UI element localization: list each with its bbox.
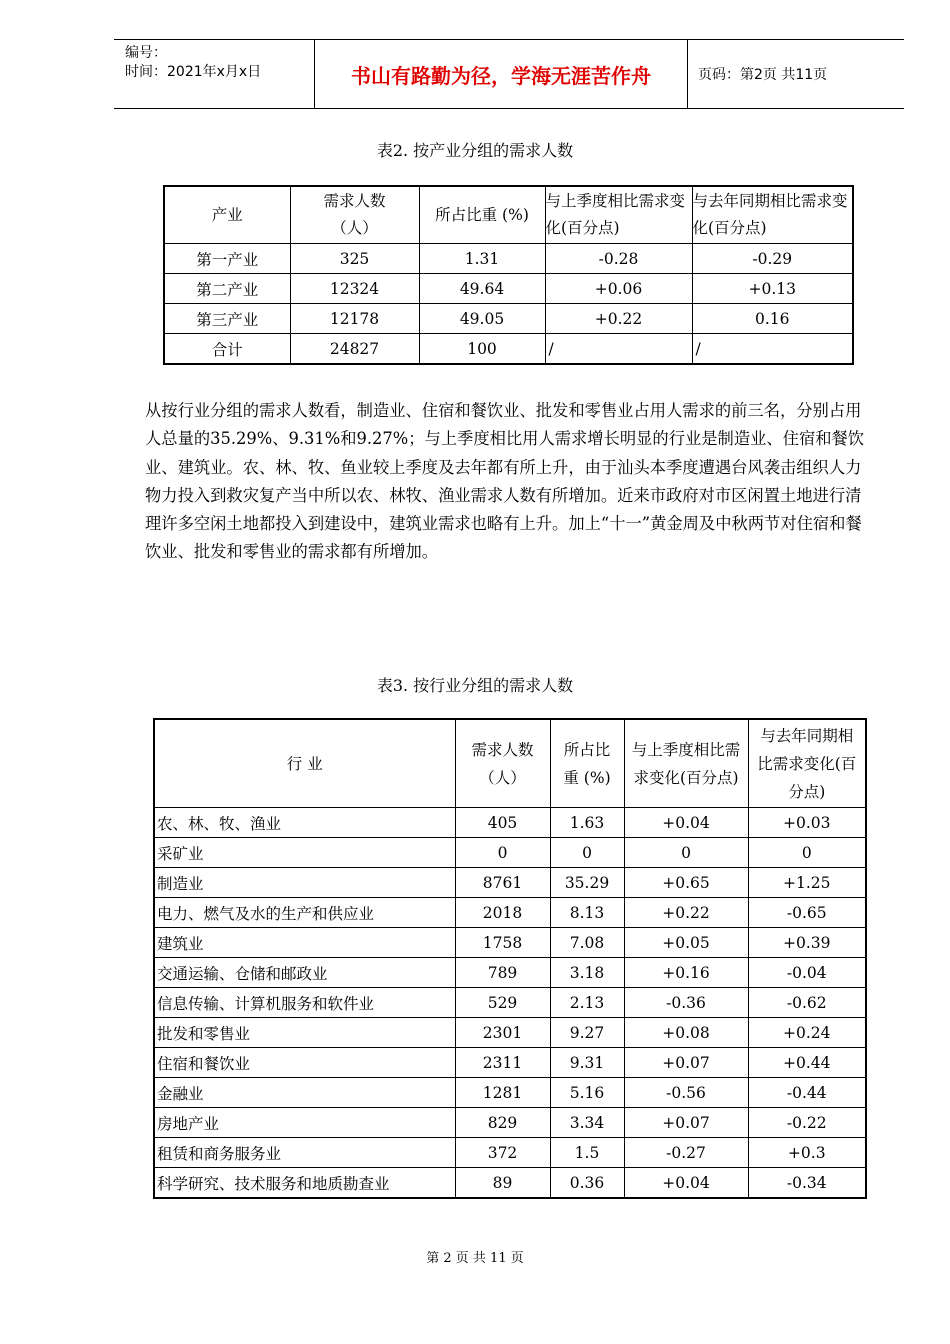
cell: -0.29 [692,244,853,274]
cell: +0.07 [624,1108,748,1138]
cell: / [692,334,853,365]
cell: 1758 [455,928,550,958]
cell: 农、林、牧、渔业 [154,808,455,838]
col-header: 需求人数（人） [455,719,550,808]
table3-caption: 表3. 按行业分组的需求人数 [376,676,574,695]
cell: 租赁和商务服务业 [154,1138,455,1168]
header-meta [114,40,315,108]
cell: 建筑业 [154,928,455,958]
cell: 金融业 [154,1078,455,1108]
col-header: 与去年同期相比需求变化(百分点) [692,186,853,244]
cell: 24827 [290,334,419,365]
cell: -0.22 [748,1108,866,1138]
cell: 科学研究、技术服务和地质勘查业 [154,1168,455,1199]
cell: +0.16 [624,958,748,988]
cell: 325 [290,244,419,274]
cell: +0.22 [545,304,692,334]
cell: 2301 [455,1018,550,1048]
cell: 9.27 [550,1018,624,1048]
body-paragraph: 从按行业分组的需求人数看，制造业、住宿和餐饮业、批发和零售业占用人需求的前三名，分别占用人总量的35.29%、9.31%和9.27%；与上季度相比用人需求增长明显的行业是制造业、住宿和餐饮业、建筑业。农、林、牧、鱼业较上季度及去年都有所上升，由于汕头本季度遭遇台风袭击组织人力物力投入到救灾复产当中所以农、林牧、渔业需求人数有所增加。近来市政府对市区闲置土地进行清理许多空闲土地都投入到建设中，建筑业需求也略有上升。加上“十一”黄金周及中秋两节对住宿和餐饮业、批发和零售业的需求都有所增加。 [145,401,865,562]
cell: 529 [455,988,550,1018]
cell: 5.16 [550,1078,624,1108]
cell: 9.31 [550,1048,624,1078]
col-header: 需求人数（人） [290,186,419,244]
cell: 49.64 [419,274,545,304]
cell: 0 [748,838,866,868]
cell: 制造业 [154,868,455,898]
cell: 0.36 [550,1168,624,1199]
cell: 829 [455,1108,550,1138]
cell: 2018 [455,898,550,928]
page-header [114,39,904,109]
cell: 12324 [290,274,419,304]
cell: 372 [455,1138,550,1168]
table3-industry-breakdown [153,718,867,1199]
cell: 合计 [164,334,290,365]
table-row [154,928,866,958]
cell: 0 [550,838,624,868]
table-row [154,958,866,988]
table-row [154,1108,866,1138]
cell: 信息传输、计算机服务和软件业 [154,988,455,1018]
cell: 1.5 [550,1138,624,1168]
cell: 1281 [455,1078,550,1108]
cell: +0.04 [624,808,748,838]
cell: 0 [455,838,550,868]
col-header: 行 业 [154,719,455,808]
cell: +0.08 [624,1018,748,1048]
cell: 405 [455,808,550,838]
cell: -0.34 [748,1168,866,1199]
table-row [164,274,853,304]
cell: -0.44 [748,1078,866,1108]
cell: +0.07 [624,1048,748,1078]
table-row [154,898,866,928]
cell: +0.05 [624,928,748,958]
col-header: 所占比重 (%) [419,186,545,244]
cell: 第三产业 [164,304,290,334]
table-header-row [164,186,853,244]
cell: +0.3 [748,1138,866,1168]
table-row [154,1018,866,1048]
table-row [154,1078,866,1108]
cell: 789 [455,958,550,988]
col-header: 产业 [164,186,290,244]
table-header-row [154,719,866,808]
cell: 0.16 [692,304,853,334]
cell: 8761 [455,868,550,898]
cell: -0.62 [748,988,866,1018]
header-page-info: 页码：第2页 共11页 [698,67,828,83]
page-footer: 第 2 页 共 11 页 [426,1251,524,1266]
col-header: 与上季度相比需求变化(百分点) [624,719,748,808]
cell: 第二产业 [164,274,290,304]
cell: +0.24 [748,1018,866,1048]
cell: 2311 [455,1048,550,1078]
cell: 采矿业 [154,838,455,868]
cell: +0.03 [748,808,866,838]
cell: 35.29 [550,868,624,898]
cell: +0.39 [748,928,866,958]
table-row [164,334,853,365]
col-header: 所占比重 (%) [550,719,624,808]
cell: 交通运输、仓储和邮政业 [154,958,455,988]
cell: 批发和零售业 [154,1018,455,1048]
table-row [154,808,866,838]
cell: -0.27 [624,1138,748,1168]
cell: 7.08 [550,928,624,958]
cell: -0.04 [748,958,866,988]
col-header: 与上季度相比需求变化(百分点) [545,186,692,244]
cell: -0.65 [748,898,866,928]
table-row [154,988,866,1018]
cell: 住宿和餐饮业 [154,1048,455,1078]
cell: 1.31 [419,244,545,274]
table2-caption: 表2. 按产业分组的需求人数 [376,141,574,160]
col-header: 与去年同期相比需求变化(百分点) [748,719,866,808]
cell: +0.22 [624,898,748,928]
header-motto: 书山有路勤为径，学海无涯苦作舟 [315,40,688,108]
cell: 8.13 [550,898,624,928]
table-row [154,1168,866,1199]
cell: -0.56 [624,1078,748,1108]
table-row [164,244,853,274]
table-row [154,868,866,898]
table-row [164,304,853,334]
cell: +0.65 [624,868,748,898]
table-row [154,838,866,868]
cell: 1.63 [550,808,624,838]
cell: 100 [419,334,545,365]
cell: +0.06 [545,274,692,304]
cell: 89 [455,1168,550,1199]
cell: 电力、燃气及水的生产和供应业 [154,898,455,928]
cell: +0.44 [748,1048,866,1078]
doc-number-label: 编号： [125,45,167,61]
cell: 0 [624,838,748,868]
cell: +0.04 [624,1168,748,1199]
cell: 3.34 [550,1108,624,1138]
cell: +0.13 [692,274,853,304]
table-row [154,1048,866,1078]
cell: / [545,334,692,365]
table-row [154,1138,866,1168]
cell: 3.18 [550,958,624,988]
cell: -0.28 [545,244,692,274]
cell: 房地产业 [154,1108,455,1138]
table2-industry-sector [163,185,854,365]
cell: 49.05 [419,304,545,334]
cell: -0.36 [624,988,748,1018]
cell: 12178 [290,304,419,334]
cell: 2.13 [550,988,624,1018]
cell: 第一产业 [164,244,290,274]
cell: +1.25 [748,868,866,898]
doc-time-label: 时间：2021年x月x日 [125,64,262,80]
